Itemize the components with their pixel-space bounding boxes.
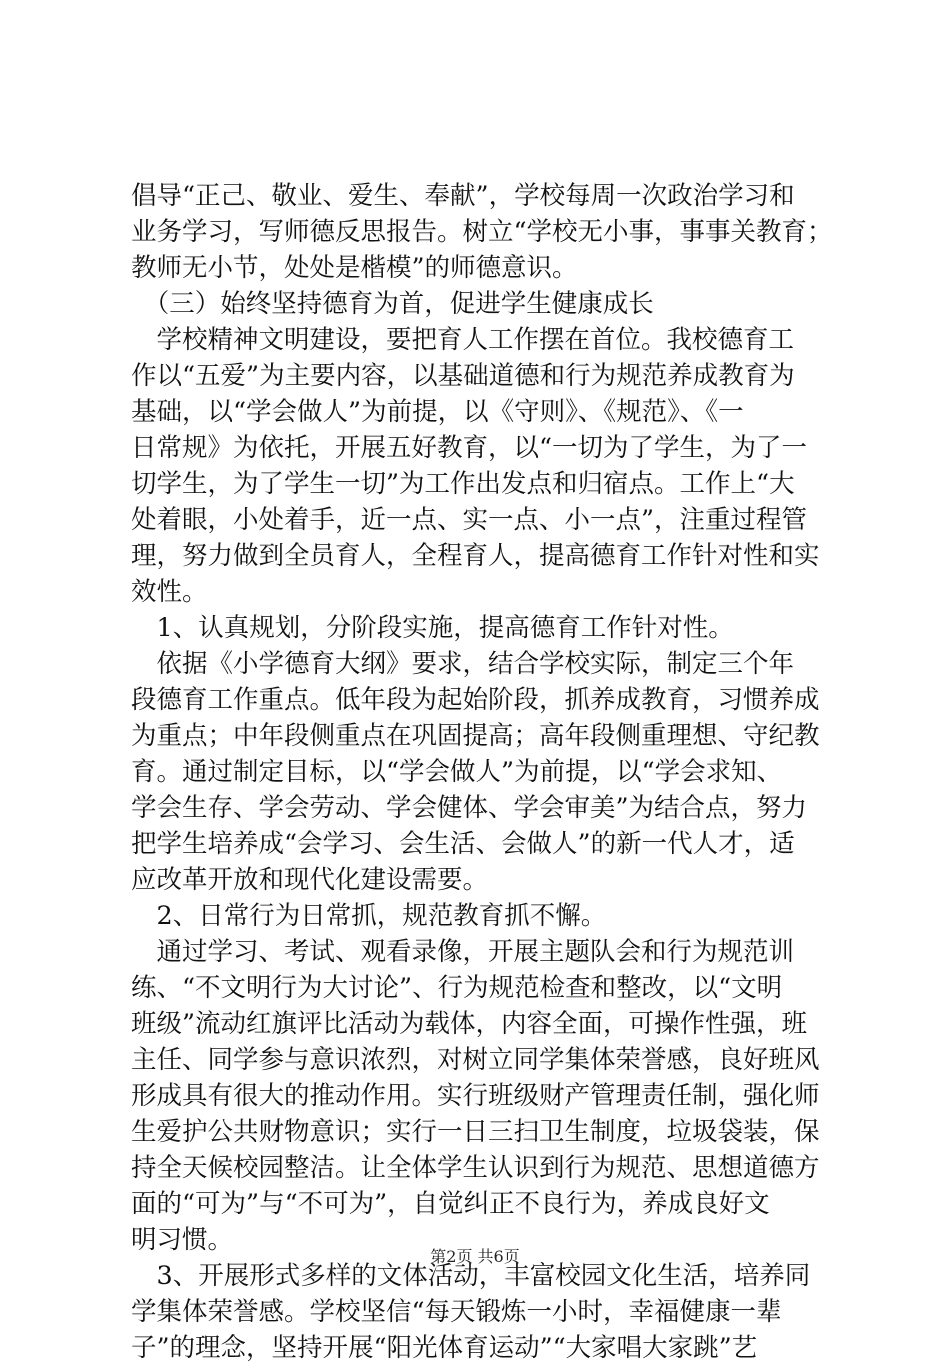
section-heading: （三）始终坚持德育为首，促进学生健康成长 xyxy=(131,289,654,319)
text-line: 段德育工作重点。低年段为起始阶段，抓养成教育，习惯养成 xyxy=(131,685,820,715)
subsection-heading: 3、开展形式多样的文体活动，丰富校园文化生活，培养同 xyxy=(131,1261,811,1291)
text-line: 把学生培养成“会学习、会生活、会做人”的新一代人才，适 xyxy=(131,829,795,859)
text-line: 子”的理念，坚持开展“阳光体育运动”“大家唱大家跳”艺 xyxy=(131,1333,758,1363)
subsection-heading: 1、认真规划，分阶段实施，提高德育工作针对性。 xyxy=(131,613,734,643)
text-line: 效性。 xyxy=(131,577,208,607)
text-line: 倡导“正己、敬业、爱生、奉献”，学校每周一次政治学习和 xyxy=(131,181,795,211)
text-line: 形成具有很大的推动作用。实行班级财产管理责任制，强化师 xyxy=(131,1081,820,1111)
text-line: 处着眼，小处着手，近一点、实一点、小一点”，注重过程管 xyxy=(131,505,808,535)
text-line: 教师无小节，处处是楷模”的师德意识。 xyxy=(131,253,578,283)
text-line: 明习惯。 xyxy=(131,1225,234,1255)
text-line: 主任、同学参与意识浓烈，对树立同学集体荣誉感，良好班风 xyxy=(131,1045,820,1075)
text-line: 切学生，为了学生一切”为工作出发点和归宿点。工作上“大 xyxy=(131,469,795,499)
text-line: 生爱护公共财物意识；实行一日三扫卫生制度，垃圾袋装，保 xyxy=(131,1117,820,1147)
text-line: 班级”流动红旗评比活动为载体，内容全面，可操作性强，班 xyxy=(131,1009,808,1039)
text-line: 基础，以“学会做人”为前提，以《守则》、《规范》、《一 xyxy=(131,397,744,427)
page-number-footer: 第2页 共6页 xyxy=(430,1247,520,1266)
text-line: 育。通过制定目标，以“学会做人”为前提，以“学会求知、 xyxy=(131,757,783,787)
text-line: 为重点；中年段侧重点在巩固提高；高年段侧重理想、守纪教 xyxy=(131,721,820,751)
text-line: 作以“五爱”为主要内容，以基础道德和行为规范养成教育为 xyxy=(131,361,795,391)
text-line: 学会生存、学会劳动、学会健体、学会审美”为结合点，努力 xyxy=(131,793,808,823)
text-line: 通过学习、考试、观看录像，开展主题队会和行为规范训 xyxy=(131,937,795,967)
text-line: 面的“可为”与“不可为”，自觉纠正不良行为，养成良好文 xyxy=(131,1189,770,1219)
text-line: 依据《小学德育大纲》要求，结合学校实际，制定三个年 xyxy=(131,649,795,679)
text-line: 理，努力做到全员育人，全程育人，提高德育工作针对性和实 xyxy=(131,541,820,571)
body-text xyxy=(131,178,833,1366)
text-line: 学校精神文明建设，要把育人工作摆在首位。我校德育工 xyxy=(131,325,795,355)
text-line: 业务学习，写师德反思报告。树立“学校无小事，事事关教育； xyxy=(131,217,833,247)
subsection-heading: 2、日常行为日常抓，规范教育抓不懈。 xyxy=(131,901,607,931)
text-line: 学集体荣誉感。学校坚信“每天锻炼一小时，幸福健康一辈 xyxy=(131,1297,782,1327)
text-line: 应改革开放和现代化建设需要。 xyxy=(131,865,489,895)
text-line: 持全天候校园整洁。让全体学生认识到行为规范、思想道德方 xyxy=(131,1153,820,1183)
text-line: 练、“不文明行为大讨论”、行为规范检查和整改，以“文明 xyxy=(131,973,783,1003)
text-line: 日常规》为依托，开展五好教育，以“一切为了学生，为了一 xyxy=(131,433,808,463)
